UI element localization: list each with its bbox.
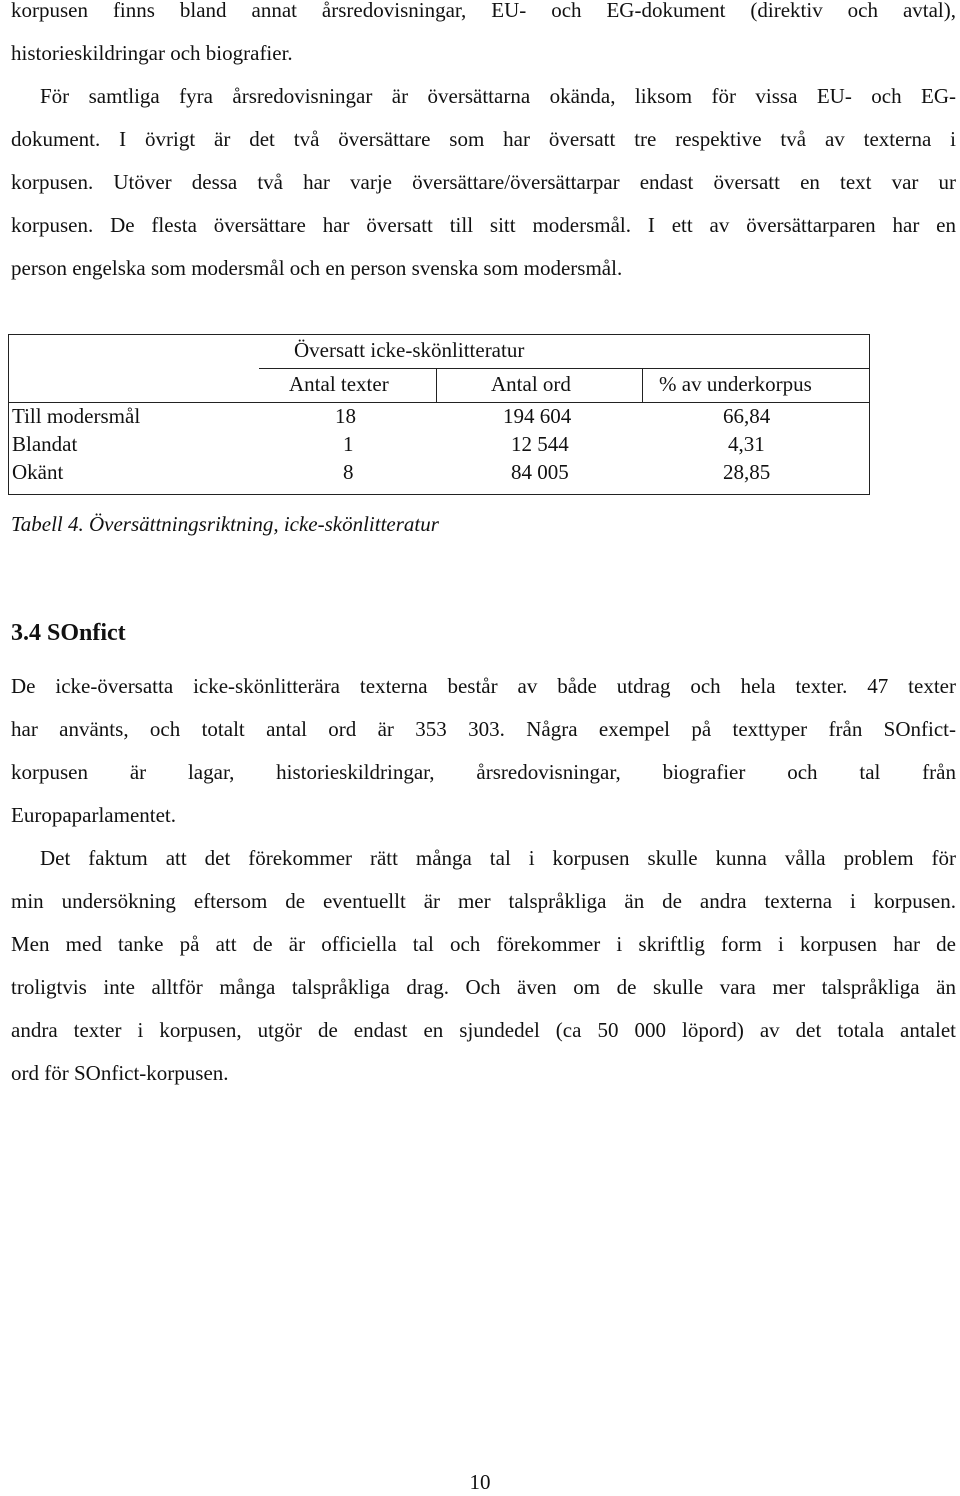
section-paragraph-2	[11, 837, 956, 1095]
table-divider	[642, 368, 643, 402]
text-line: korpusen. De flesta översättare har översatt till sitt modersmål. I ett av översättarparen har en	[11, 213, 956, 237]
table-divider	[436, 368, 437, 402]
text-line: troligtvis inte alltför många talspråkliga drag. Och även om de skulle vara mer talspråkliga än	[11, 975, 956, 999]
column-header-texts: Antal texter	[289, 372, 389, 396]
text-line: andra texter i korpusen, utgör de endast en sjundedel (ca 50 000 löpord) av det totala antalet	[11, 1018, 956, 1042]
row-label: Okänt	[12, 460, 64, 484]
table-group-header: Översatt icke-skönlitteratur	[294, 338, 525, 362]
text-line: Men med tanke på att de är officiella tal och förekommer i skriftlig form i korpusen har de	[11, 932, 956, 956]
text-line: min undersökning eftersom de eventuellt är mer talspråkliga än de andra texterna i korpusen.	[11, 889, 956, 913]
text-line: person engelska som modersmål och en person svenska som modersmål.	[11, 256, 623, 280]
cell-words: 12 544	[511, 432, 569, 456]
text-line: korpusen. Utöver dessa två har varje översättare/översättarpar endast översatt en text var ur	[11, 170, 956, 194]
text-line: ord för SOnfict-korpusen.	[11, 1061, 229, 1085]
section-paragraph-1	[11, 665, 956, 837]
text-line: korpusen finns bland annat årsredovisningar, EU- och EG-dokument (direktiv och avtal),	[11, 0, 956, 22]
cell-texts: 1	[343, 432, 354, 456]
translation-direction-table	[8, 334, 870, 495]
intro-text	[11, 0, 956, 290]
text-line: dokument. I övrigt är det två översättare som har översatt tre respektive två av texterna i	[11, 127, 956, 151]
text-line: Det faktum att det förekommer rätt många tal i korpusen skulle kunna vålla problem för	[40, 846, 956, 870]
cell-percent: 4,31	[728, 432, 765, 456]
text-line: har använts, och totalt antal ord är 353 303. Några exempel på texttyper från SOnfict-	[11, 717, 956, 741]
text-line: historieskildringar och biografier.	[11, 41, 293, 65]
section-heading: 3.4 SOnfict	[11, 620, 126, 646]
column-header-percent: % av underkorpus	[659, 372, 812, 396]
cell-words: 194 604	[503, 404, 572, 428]
column-header-words: Antal ord	[491, 372, 571, 396]
table-divider	[9, 402, 869, 403]
cell-percent: 28,85	[723, 460, 771, 484]
text-line: De icke-översatta icke-skönlitterära texterna består av både utdrag och hela texter. 47 texter	[11, 674, 956, 698]
table-caption: Tabell 4. Översättningsriktning, icke-skönlitteratur	[11, 512, 439, 536]
text-line: För samtliga fyra årsredovisningar är översättarna okända, liksom för vissa EU- och EG-	[40, 84, 956, 108]
cell-percent: 66,84	[723, 404, 771, 428]
row-label: Blandat	[12, 432, 78, 456]
cell-texts: 18	[335, 404, 356, 428]
text-line: Europaparlamentet.	[11, 803, 177, 827]
row-label: Till modersmål	[12, 404, 141, 428]
page-number: 10	[469, 1470, 491, 1494]
cell-words: 84 005	[511, 460, 569, 484]
text-line: korpusen är lagar, historieskildringar, årsredovisningar, biografier och tal från	[11, 760, 956, 784]
cell-texts: 8	[343, 460, 354, 484]
table-divider	[259, 368, 869, 369]
